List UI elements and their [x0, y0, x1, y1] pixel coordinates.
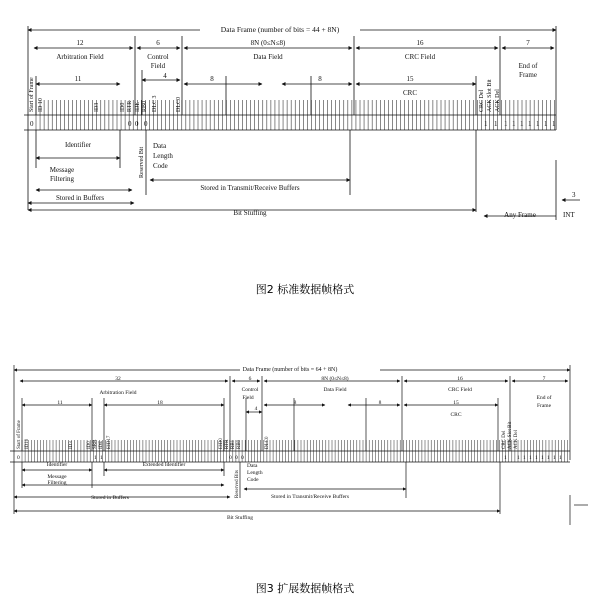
fig3-id-bits: 11 — [57, 400, 63, 406]
fig2-rb0: RB0 — [142, 100, 148, 112]
fig3-ctrl-label-1: Control — [241, 387, 259, 393]
fig3-crc-del: CRC Del — [502, 430, 507, 449]
fig2-int-bits: 3 — [572, 191, 576, 199]
fig3-eid-bits: 18 — [157, 400, 163, 406]
fig3-sof: Start of Frame — [17, 420, 22, 449]
fig2-any-frame: Any Frame — [504, 211, 536, 219]
fig3-stored-tx: Stored in Transmit/Receive Buffers — [271, 494, 349, 500]
fig3-bit-value: 0 — [229, 455, 232, 461]
fig3-bit-value: 1 — [100, 455, 103, 461]
fig2-bit-value: 0 — [30, 120, 34, 128]
fig3-eof-bits: 7 — [542, 376, 546, 382]
fig3-ack-slot: ACK Slot Bit — [508, 421, 513, 449]
fig3-bit-value: 0 — [235, 455, 238, 461]
fig3-caption: 图3 扩展数据帧格式 — [255, 582, 355, 595]
fig2-stored-buf: Stored in Buffers — [55, 194, 105, 202]
fig3-rb0: RB0 — [237, 439, 242, 449]
fig3-msg-filtering-2: Filtering — [47, 480, 67, 486]
fig2-bit-value: 1 — [528, 120, 532, 128]
fig2-crc-bits: 16 — [416, 39, 424, 47]
fig2-crc-del: CRC Del — [479, 89, 485, 112]
fig3-bit-value: 1 — [553, 455, 556, 461]
fig3-id0: ID0 — [87, 441, 92, 449]
fig3-dlc0: DLC0 — [265, 436, 270, 449]
fig3-crc-bits: 16 — [457, 376, 463, 382]
fig2-ctrl-label-2: Field — [150, 62, 166, 70]
fig3-bit-value: 1 — [523, 455, 526, 461]
fig2-eof-label-2: Frame — [519, 71, 537, 79]
fig2-bit-value: 1 — [504, 120, 508, 128]
fig3-id10: ID10 — [25, 438, 30, 449]
fig3-eof-label-1: End of — [536, 395, 552, 401]
fig3-bit-stuffing: Bit Stuffing — [226, 515, 254, 521]
fig3-bit-value: 1 — [94, 455, 97, 461]
fig2-id-bits: 11 — [74, 75, 82, 83]
fig3-bit-value: 1 — [541, 455, 544, 461]
fig3-ext-identifier: Extended Identifier — [142, 462, 186, 468]
fig2-sof: Start of Frame — [29, 77, 35, 112]
fig3-dlc-desc-2: Length — [247, 470, 263, 476]
fig3-crc-label: CRC — [450, 412, 462, 418]
fig2-arb-label: Arbitration Field — [56, 53, 104, 61]
fig2-arb-bits: 12 — [76, 39, 84, 47]
fig2-ack-del: ACK Del — [495, 89, 501, 112]
fig2-data-label: Data Field — [253, 53, 283, 61]
fig2-id10: ID 10 — [38, 98, 44, 112]
fig3-msg-filtering-1: Message — [47, 474, 67, 480]
fig3-srr: SRR — [93, 439, 98, 449]
fig2-ctrl-label-1: Control — [147, 53, 169, 61]
fig2-bit-stuffing: Bit Stuffing — [233, 209, 267, 217]
fig3-identifier: Identifier — [46, 462, 68, 468]
fig2-msg-filtering-2: Filtering — [49, 175, 75, 183]
fig2-byte-bits-1: 8 — [210, 75, 214, 83]
fig2-bit-value: 1 — [552, 120, 556, 128]
fig2-stored-tx: Stored in Transmit/Receive Buffers — [200, 184, 300, 192]
fig3-rtr: RTR — [225, 439, 230, 449]
fig2-bit-value: 1 — [484, 120, 488, 128]
fig2-ide: IDE — [135, 102, 141, 112]
fig2-bit-value: 0 — [128, 120, 132, 128]
fig3-data-frame-label: Data Frame (number of bits = 64 + 8N) — [242, 367, 338, 373]
fig3-byte-bits-2: 8 — [378, 400, 382, 406]
fig2-eof-label-1: End of — [518, 62, 538, 70]
fig3-bit-value: 0 — [241, 455, 244, 461]
fig2-caption: 图2 标准数据帧格式 — [255, 283, 355, 296]
fig3-ctrl-bits: 6 — [248, 376, 252, 382]
fig2-int-label: INT — [563, 211, 575, 219]
fig2-identifier: Identifier — [64, 141, 92, 149]
fig3-bit-value: 0 — [17, 455, 20, 461]
fig2-dlc-bits: 4 — [163, 72, 167, 80]
fig2-bit-value: 1 — [520, 120, 524, 128]
fig2-dlc0: DLC0 — [176, 97, 182, 112]
fig2-crc-seq-bits: 15 — [406, 75, 414, 83]
fig2-reserved: Reserved Bit — [139, 146, 145, 178]
fig3-rb1: RB1 — [231, 439, 236, 449]
fig3-reserved: Reserved Bits — [235, 470, 240, 498]
fig2-id3: ID3 — [94, 102, 100, 112]
fig3-eof-label-2: Frame — [536, 403, 552, 409]
fig2-bit-value: 0 — [135, 120, 139, 128]
fig2-id0: ID0 — [120, 102, 126, 112]
fig2-dlc-desc-1: Data — [153, 142, 167, 150]
fig3-ide: IDE — [99, 440, 104, 449]
fig2-dlc-desc-2: Length — [153, 152, 173, 160]
fig3-dlc-desc-1: Data — [247, 463, 258, 469]
fig2-ctrl-bits: 6 — [156, 39, 160, 47]
fig3-byte-bits-1: 8 — [293, 400, 297, 406]
fig3-bit-value: 1 — [504, 455, 507, 461]
fig3-id3: ID3 — [69, 441, 74, 449]
fig2-data-frame-label: Data Frame (number of bits = 44 + 8N) — [220, 25, 340, 34]
fig2-data-bits: 8N (0≤N≤8) — [250, 39, 286, 47]
fig3-bit-value: 1 — [535, 455, 538, 461]
fig3-crc-seq-bits: 15 — [453, 400, 459, 406]
fig3-bit-value: 1 — [559, 455, 562, 461]
fig2-crc-field: CRC Field — [404, 53, 436, 61]
fig2-bit-value: 0 — [144, 120, 148, 128]
fig3-ctrl-label-2: Field — [242, 395, 254, 401]
fig3-data-bits: 8N (0≤N≤8) — [321, 376, 349, 382]
fig3-data-label: Data Field — [323, 387, 347, 393]
fig2-crc-label: CRC — [402, 89, 418, 97]
fig2-dlc-desc-3: Code — [153, 162, 168, 170]
fig3-crc-field: CRC Field — [448, 387, 472, 393]
fig2-bit-value: 1 — [494, 120, 498, 128]
fig2-ack-slot: ACK Slot Bit — [487, 79, 493, 112]
figure-3-text — [17, 366, 562, 521]
fig2-bit-value: 1 — [512, 120, 516, 128]
fig3-stored-buf: Stored in Buffers — [91, 495, 129, 501]
fig3-ack-del: ACK Del — [514, 429, 519, 449]
fig3-dlc-bits: 4 — [254, 406, 258, 412]
fig2-eof-bits: 7 — [526, 39, 530, 47]
fig2-msg-filtering-1: Message — [49, 166, 75, 174]
fig3-arb-label: Arbitration Field — [99, 390, 137, 396]
fig2-bit-value: 1 — [544, 120, 548, 128]
fig2-byte-bits-2: 8 — [318, 75, 322, 83]
fig3-bit-value: 1 — [517, 455, 520, 461]
fig2-rtr: RTR — [127, 100, 133, 112]
fig2-dlc3: DLC 3 — [152, 95, 158, 112]
fig3-arb-bits: 32 — [115, 376, 121, 382]
fig3-eid0: EID0 — [219, 438, 224, 449]
fig3-bit-value: 1 — [529, 455, 532, 461]
fig2-bit-value: 1 — [536, 120, 540, 128]
fig3-dlc-desc-3: Code — [247, 477, 259, 483]
fig3-eid17: EID17 — [107, 435, 112, 449]
fig3-bit-value: 1 — [547, 455, 550, 461]
